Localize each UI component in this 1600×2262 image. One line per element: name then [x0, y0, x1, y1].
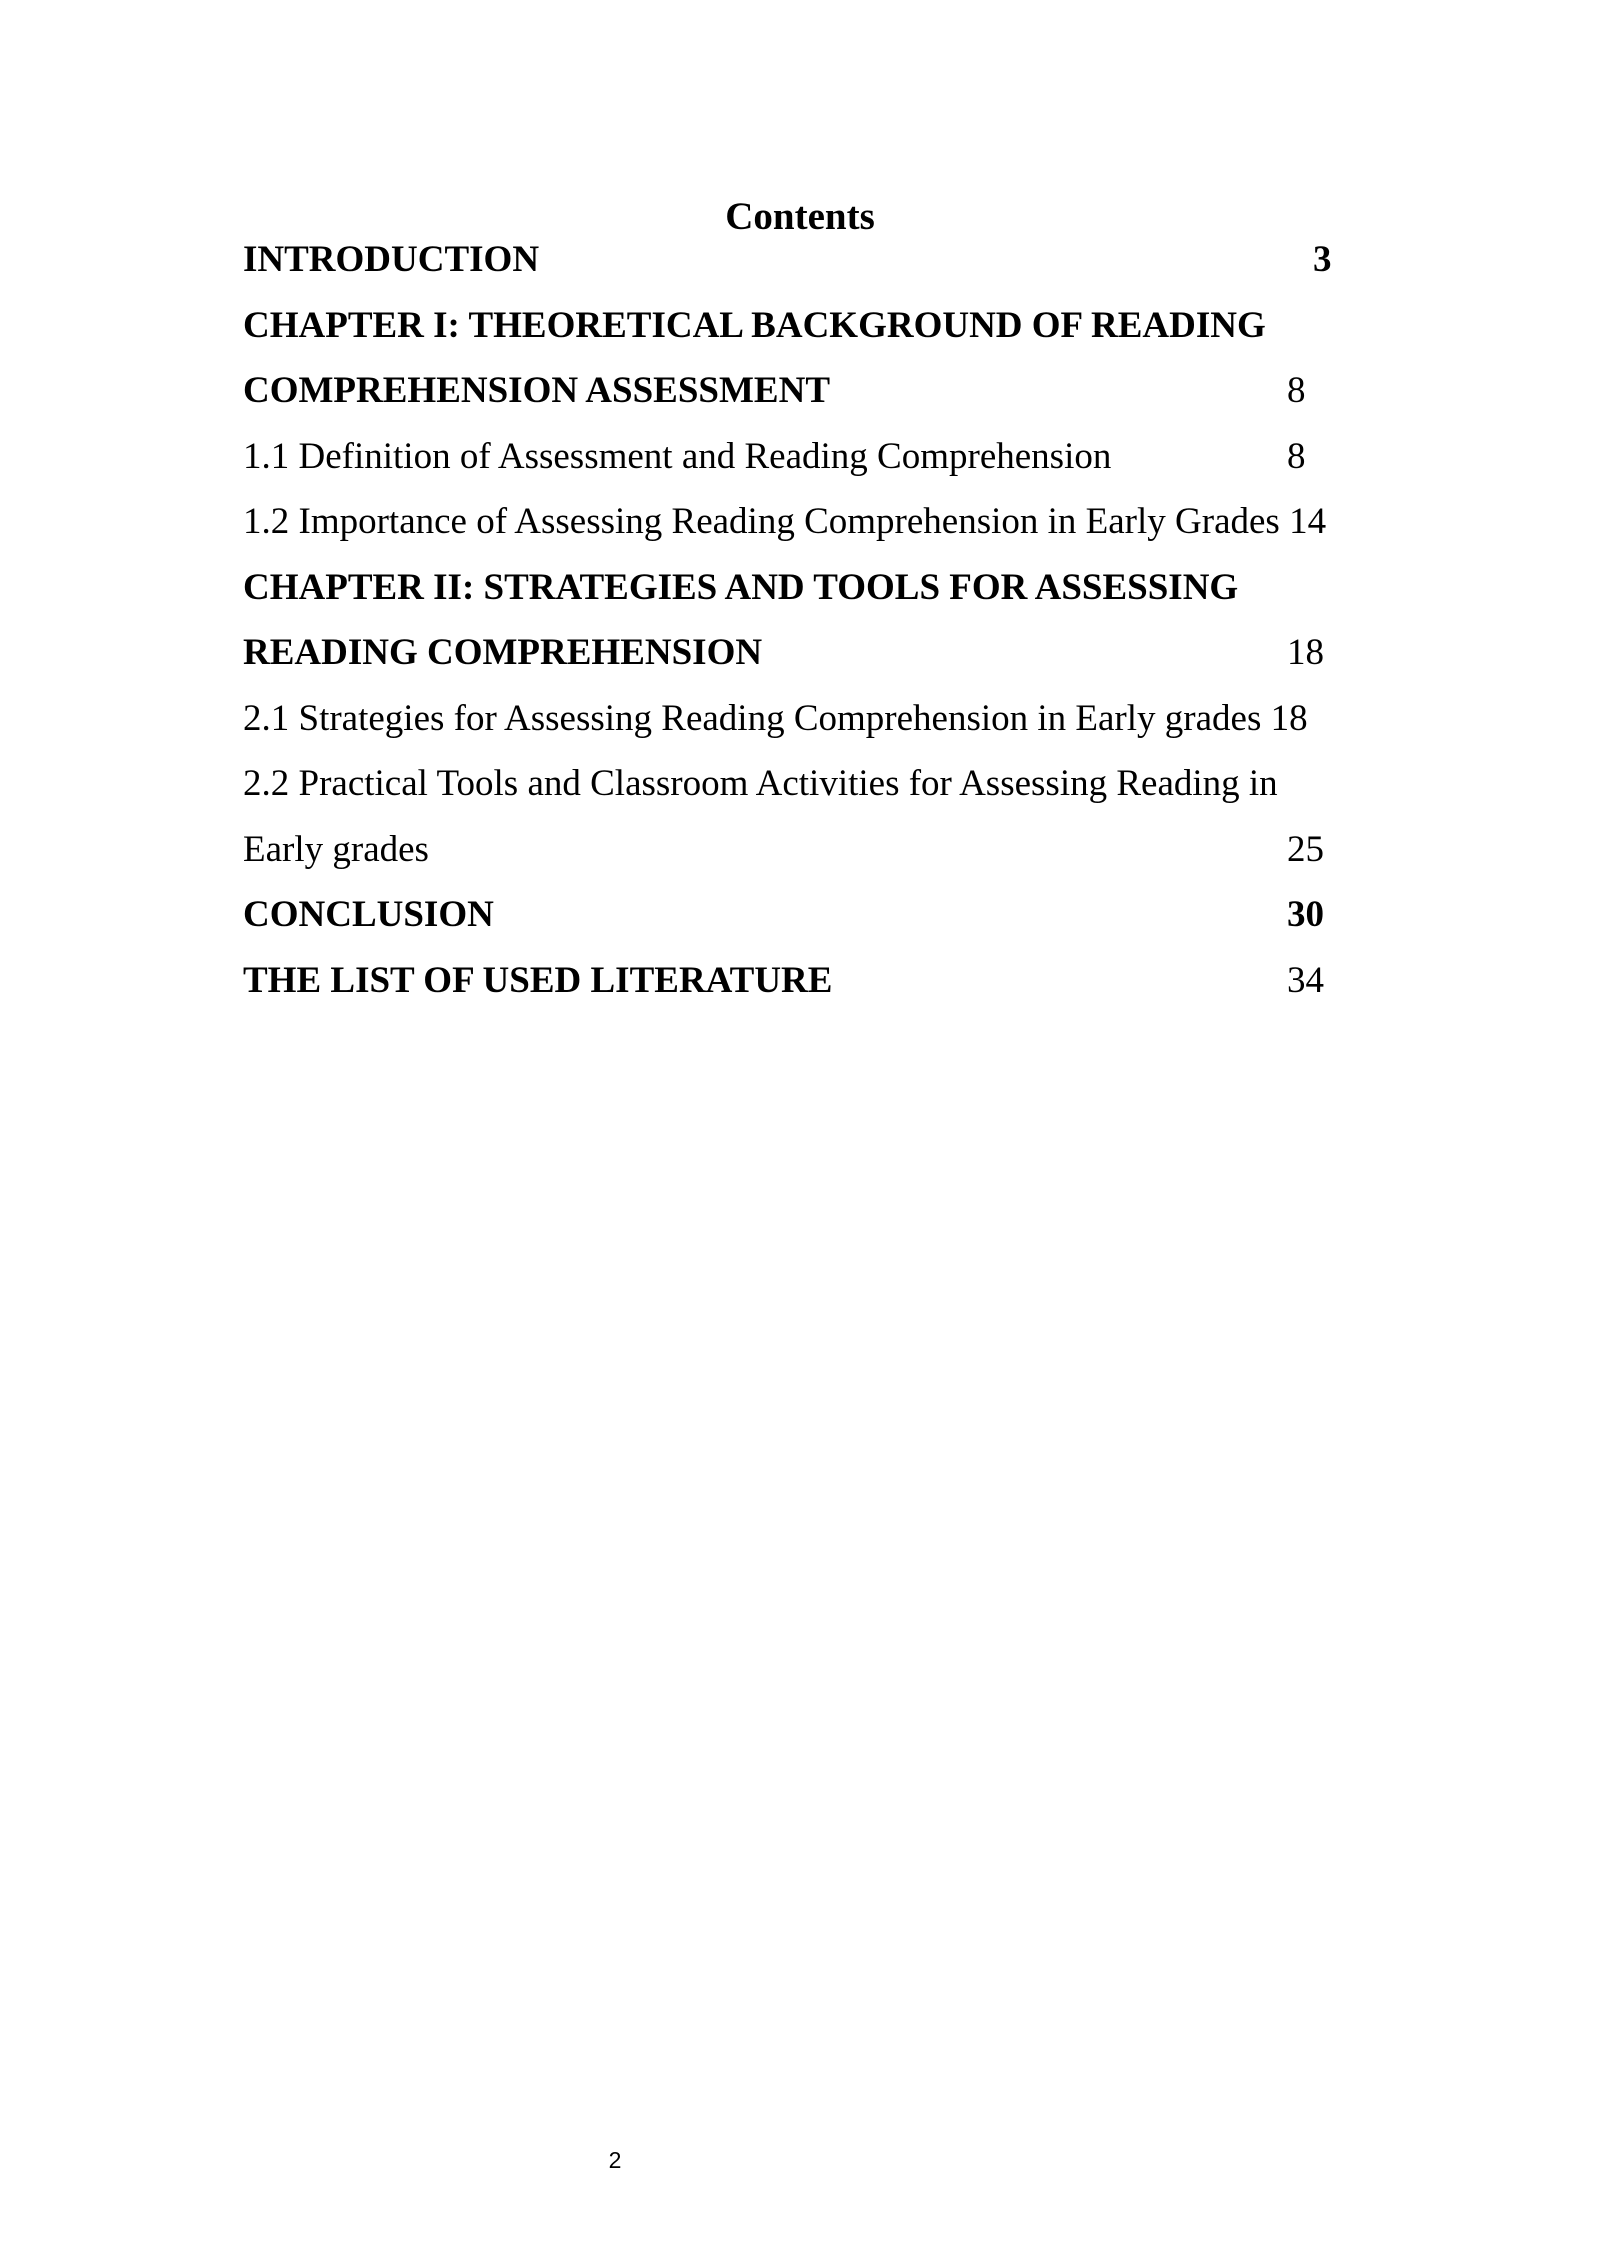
- toc-entry-chapter-1-line-2[interactable]: [243, 367, 1363, 433]
- toc-entry-page: 8: [1287, 435, 1306, 477]
- toc-entry-page: 8: [1287, 370, 1306, 411]
- toc-entry-label: 2.1 Strategies for Assessing Reading Comprehension in Early grades 18: [243, 697, 1308, 739]
- toc-heading: Contents: [725, 195, 875, 238]
- table-of-contents: [243, 236, 1363, 1022]
- toc-entry-label: COMPREHENSION ASSESSMENT: [243, 370, 830, 411]
- toc-entry-chapter-2-line-2[interactable]: [243, 629, 1363, 695]
- toc-entry-page: 30: [1287, 894, 1324, 935]
- toc-entry-label: CHAPTER I: THEORETICAL BACKGROUND OF READING: [243, 304, 1266, 346]
- toc-entry-chapter-2-line-1[interactable]: [243, 564, 1363, 630]
- toc-entry-section-1-2[interactable]: [243, 498, 1363, 564]
- toc-entry-label: INTRODUCTION: [243, 239, 540, 280]
- toc-entry-section-2-2-line-1[interactable]: [243, 760, 1363, 826]
- toc-entry-literature[interactable]: [243, 957, 1363, 1023]
- toc-entry-chapter-1-line-1[interactable]: [243, 302, 1363, 368]
- toc-entry-label: 1.1 Definition of Assessment and Reading Comprehension: [243, 435, 1112, 477]
- toc-entry-section-2-1[interactable]: [243, 695, 1363, 761]
- toc-entry-conclusion[interactable]: [243, 891, 1363, 957]
- toc-entry-label: CONCLUSION: [243, 894, 494, 935]
- toc-entry-label: THE LIST OF USED LITERATURE: [243, 959, 833, 1001]
- toc-entry-page: 34: [1287, 959, 1324, 1001]
- toc-entry-label: 2.2 Practical Tools and Classroom Activities for Assessing Reading in: [243, 763, 1278, 804]
- toc-entry-label: CHAPTER II: STRATEGIES AND TOOLS FOR ASSESSING: [243, 566, 1239, 608]
- toc-entry-page: 3: [1313, 239, 1332, 280]
- toc-entry-section-1-1[interactable]: [243, 433, 1363, 499]
- toc-entry-section-2-2-line-2[interactable]: [243, 826, 1363, 892]
- toc-entry-page: 18: [1287, 632, 1324, 673]
- toc-entry-label: 1.2 Importance of Assessing Reading Comprehension in Early Grades 14: [243, 501, 1327, 542]
- toc-entry-introduction[interactable]: [243, 236, 1363, 302]
- toc-entry-label: READING COMPREHENSION: [243, 632, 763, 673]
- toc-entry-page: 14: [1279, 501, 1327, 542]
- footer-page-number: 2: [608, 2147, 622, 2173]
- toc-entry-label: Early grades: [243, 828, 429, 870]
- toc-entry-page: 18: [1261, 697, 1308, 739]
- toc-entry-page: 25: [1287, 828, 1324, 870]
